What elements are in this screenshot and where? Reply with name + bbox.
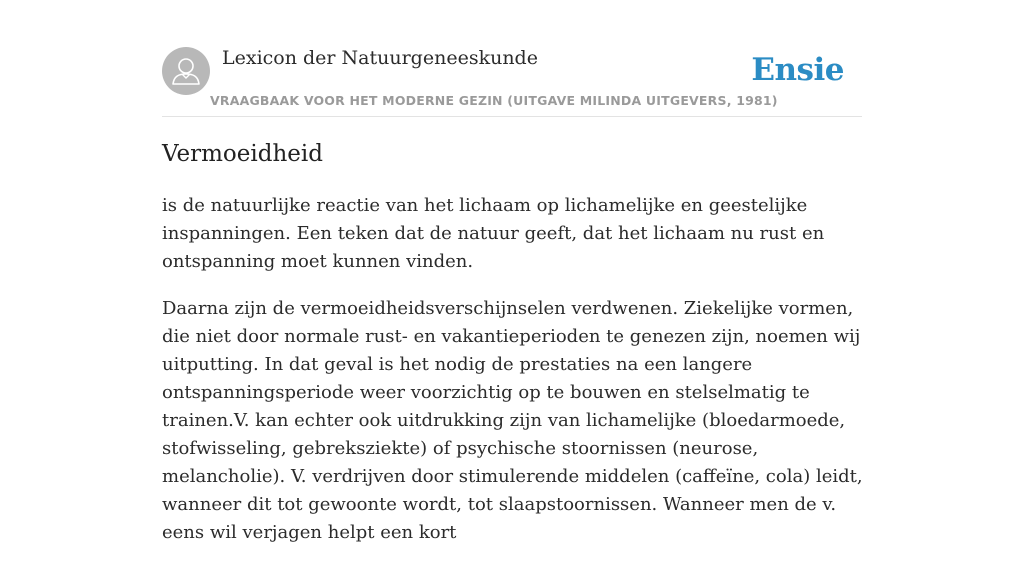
entry-body [162,192,867,566]
user-silhouette-icon [162,47,210,95]
dictionary-avatar[interactable] [162,47,210,95]
entry-paragraph: Daarna zijn de vermoeidheidsverschijnselen verdwenen. Ziekelijke vormen, die niet door normale rust- en vakantieperioden te genezen zijn, noemen wij uitputting. In dat geval is het nodig de prestaties na een langere ontspanningsperiode weer voorzichtig op te bouwen en stelselmatig te trainen.V. kan echter ook uitdrukking zijn van lichamelijke (bloedarmoede, stofwisseling, gebreksziekte) of psychische stoornissen (neurose, melancholie). V. verdrijven door stimulerende middelen (caffeïne, cola) leidt, wanneer dit tot gewoonte wordt, tot slaapstoornissen. Wanneer men de v. eens wil verjagen helpt een kort [162,298,863,543]
entry-title: Vermoeidheid [162,141,323,167]
ensie-logo[interactable]: Ensie [751,52,844,88]
dictionary-header [162,46,862,117]
entry-paragraph: is de natuurlijke reactie van het lichaam op lichamelijke en geestelijke inspanningen. Een teken dat de natuur geeft, dat het lichaam nu rust en ontspanning moet kunnen vinden. [162,195,825,272]
dictionary-title[interactable]: Lexicon der Natuurgeneeskunde [222,47,538,69]
dictionary-subtitle: VRAAGBAAK VOOR HET MODERNE GEZIN (UITGAVE MILINDA UITGEVERS, 1981) [210,93,778,108]
